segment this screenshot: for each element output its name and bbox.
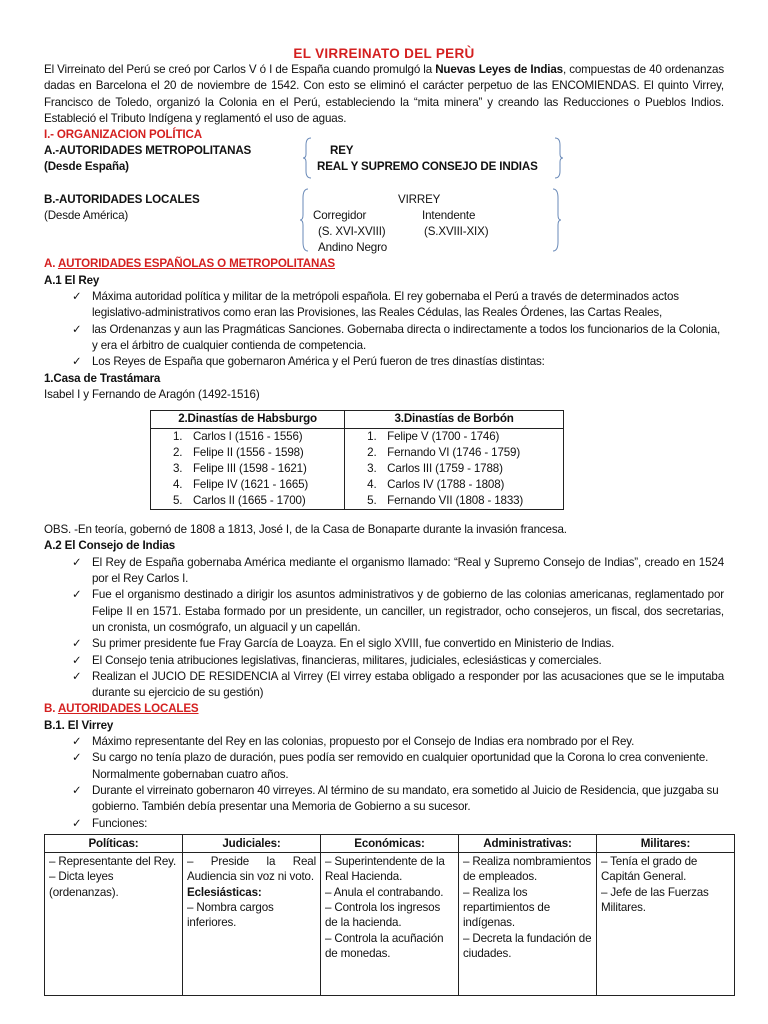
check-icon: ✓ [72, 290, 82, 304]
list-item-text: las Ordenanzas y aun las Pragmáticas Sanciones. Gobernaba directa o indirectamente a todos los funcionarios de la Colonia, y era el árbitro de cualquier contienda de competencia. [92, 322, 721, 352]
list-item [44, 734, 724, 750]
list-item-text: Su cargo no tenía plazo de duración, pues podía ser removido en cualquier oportunidad que la Corona lo crea conveniente. Normalmente gobernaban cuatro años. [92, 751, 709, 781]
borbon-header: 3.Dinastías de Borbón [345, 411, 564, 429]
list-item [351, 461, 557, 477]
check-icon: ✓ [72, 588, 82, 602]
local-label: B.-AUTORIDADES LOCALES [44, 193, 200, 207]
functions-table [44, 834, 735, 996]
intendente-label: Intendente [422, 209, 476, 223]
list-item [157, 477, 338, 493]
check-icon: ✓ [72, 322, 82, 336]
king-name: Carlos II (1665 - 1700) [193, 494, 306, 508]
list-item [157, 429, 338, 445]
metropolitan-label: A.-AUTORIDADES METROPOLITANAS [44, 144, 252, 158]
org-heading: I.- ORGANIZACION POLÍTICA [44, 128, 202, 142]
item-number: 3. [173, 462, 183, 476]
cell-administrativas: – Realiza nombramientos de empleados. – Realiza los repartimientos de indígenas. – Decreta la fundación de ciudades. [463, 855, 592, 960]
list-item [44, 636, 724, 652]
check-icon: ✓ [72, 735, 82, 749]
item-number: 4. [367, 478, 377, 492]
section-b-heading [44, 701, 724, 717]
king-name: Felipe IV (1621 - 1665) [193, 478, 309, 492]
cell-economicas: – Superintendente de la Real Hacienda. – Anula el contrabando. – Controla los ingresos de la hacienda. – Controla la acuñación de monedas. [325, 855, 445, 960]
andino-label: Andino Negro [318, 241, 388, 255]
item-number: 1. [367, 430, 377, 444]
cell-judiciales: – Preside la Real Audiencia sin voz ni voto. [187, 855, 316, 884]
local-sub: (Desde América) [44, 209, 129, 223]
borbon-list [351, 429, 557, 509]
list-item [351, 429, 557, 445]
king-name: Carlos IV (1788 - 1808) [387, 478, 505, 492]
list-item-text: Realizan el JUCIO DE RESIDENCIA al Virrey (El virrey estaba obligado a responder por las acusaciones que se le imputaba durante su ejercicio de su gestión) [92, 669, 724, 700]
list-item [157, 461, 338, 477]
king-name: Felipe II (1556 - 1598) [193, 446, 304, 460]
subheading-consejo: A.2 El Consejo de Indias [44, 539, 176, 553]
king-name: Fernando VI (1746 - 1759) [387, 446, 521, 460]
item-number: 2. [367, 446, 377, 460]
section-prefix: B. [44, 702, 58, 716]
section-prefix: A. [44, 257, 58, 271]
check-icon: ✓ [72, 355, 82, 369]
consejo-list [44, 555, 724, 702]
corregidor-label: Corregidor [313, 209, 367, 223]
trastamara-kings: Isabel I y Fernando de Aragón (1492-1516) [44, 387, 260, 401]
king-name: Felipe V (1700 - 1746) [387, 430, 500, 444]
subheading-virrey: B.1. El Virrey [44, 718, 114, 732]
item-number: 4. [173, 478, 183, 492]
list-item-text: El Consejo tenia atribuciones legislativas, financieras, militares, judiciales, eclesiásticas y comerciales. [92, 653, 602, 667]
section-title: AUTORIDADES ESPAÑOLAS O METROPOLITANAS [57, 257, 336, 271]
section-a-heading [44, 256, 724, 272]
list-item-text: El Rey de España gobernaba América mediante el organismo llamado: “Real y Supremo Consejo de Indias”, creado en 1524 por el Rey Carlos I. [92, 555, 724, 586]
habsburgo-list [157, 429, 338, 509]
king-name: Fernando VII (1808 - 1833) [387, 494, 524, 508]
intro-text: El Virreinato del Perú se creó por Carlos V ó I de España cuando promulgó la [44, 63, 436, 76]
list-item-text: Máxima autoridad política y militar de la metrópoli española. El rey gobernaba el Perú a través de determinados actos legislativo-administrativos como eran las Provisiones, las Reales Cédulas, las Reales Órdenes, las Cartas Reales, [92, 290, 679, 320]
header-judiciales: Judiciales: [183, 834, 321, 852]
check-icon: ✓ [72, 637, 82, 651]
list-item-text: Máximo representante del Rey en las colonias, propuesto por el Consejo de Indias era nombrado por el Rey. [92, 735, 635, 749]
header-administrativas: Administrativas: [459, 834, 597, 852]
list-item [351, 477, 557, 493]
king-name: Carlos I (1516 - 1556) [193, 430, 303, 444]
list-item [157, 445, 338, 461]
casa-trastamara: 1.Casa de Trastámara [44, 371, 161, 385]
list-item-text: Funciones: [92, 816, 148, 830]
local-block [44, 192, 724, 256]
list-item [351, 445, 557, 461]
item-number: 3. [367, 462, 377, 476]
right-brace-icon [552, 188, 562, 252]
virrey-label: VIRREY [398, 193, 441, 207]
eclesiasticas-label: Eclesiásticas: [187, 885, 262, 899]
check-icon: ✓ [72, 751, 82, 765]
left-brace-icon [299, 188, 309, 252]
intro-text-2: , compuestas de 40 ordenanzas dadas en Barcelona el 20 de noviembre de 1542. Con esto se eliminó el carácter perpetuo de las ENCOMIENDAS. El quinto Virrey, Francisco de Toledo, organizó la Colonia en el Perú, estableciendo la “mita minera” y creando las Reducciones o Pueblos Indios. Estableció el Tributo Indígena y reglamentó el uso de aguas. [44, 63, 724, 125]
list-item [44, 587, 724, 636]
check-icon: ✓ [72, 555, 82, 569]
list-item [44, 750, 724, 783]
metropolitan-sub: (Desde España) [44, 160, 129, 174]
metropolitan-block [44, 143, 724, 192]
document-page [44, 45, 724, 996]
intro-bold: Nuevas Leyes de Indias [435, 63, 563, 76]
list-item [44, 669, 724, 702]
section-title: AUTORIDADES LOCALES [57, 702, 199, 716]
item-number: 5. [367, 494, 377, 508]
obs-note: OBS. -En teoría, gobernó de 1808 a 1813, José I, de la Casa de Bonaparte durante la invasión francesa. [44, 523, 567, 537]
item-number: 1. [173, 430, 183, 444]
header-politicas: Políticas: [45, 834, 183, 852]
cell-militares: – Tenía el grado de Capitán General. – Jefe de las Fuerzas Militares. [601, 855, 709, 914]
list-item-text: Fue el organismo destinado a dirigir los asuntos administrativos y de gobierno de las colonias americanas, reglamentado por Felipe II en 1571. Estaba formado por un presidente, un canciller, un registrador, ocho consejeros, un fiscal, dos secretarias, un cronista, un cosmógrafo, un alguacil y un capellán. [92, 588, 724, 634]
cell-politicas: – Representante del Rey. – Dicta leyes (ordenanzas). [49, 855, 177, 899]
list-item-text: Su primer presidente fue Fray García de Loayza. En el siglo XVIII, fue convertido en Ministerio de Indias. [92, 637, 615, 651]
king-name: Carlos III (1759 - 1788) [387, 462, 503, 476]
list-item [44, 555, 724, 588]
list-item [44, 816, 724, 832]
list-item-text: Durante el virreinato gobernaron 40 virreyes. Al término de su mandato, era sometido al Juicio de Residencia, que juzgaba su gobierno. También debía presentar una Memoria de Gobierno a su sucesor. [92, 783, 719, 814]
subheading-rey: A.1 El Rey [44, 273, 100, 287]
check-icon: ✓ [72, 669, 82, 683]
dynasties-table [150, 410, 564, 510]
list-item [44, 322, 724, 355]
check-icon: ✓ [72, 653, 82, 667]
intro-paragraph [44, 62, 724, 127]
consejo-label: REAL Y SUPREMO CONSEJO DE INDIAS [317, 160, 538, 174]
list-item [351, 493, 557, 509]
list-item [44, 354, 724, 370]
list-item [44, 783, 724, 816]
header-militares: Militares: [597, 834, 735, 852]
item-number: 5. [173, 494, 183, 508]
habsburgo-header: 2.Dinastías de Habsburgo [151, 411, 345, 429]
left-brace-icon [302, 137, 312, 179]
cell-eclesiasticas: – Nombra cargos inferiores. [187, 900, 274, 930]
check-icon: ✓ [72, 816, 82, 830]
list-item [44, 653, 724, 669]
intendente-period: (S.XVIII-XIX) [424, 225, 489, 239]
list-item-text: Los Reyes de España que gobernaron América y el Perú fueron de tres dinastías distintas: [92, 355, 545, 369]
list-item [44, 289, 724, 322]
rey-label: REY [330, 144, 354, 158]
check-icon: ✓ [72, 783, 82, 797]
king-name: Felipe III (1598 - 1621) [193, 462, 307, 476]
list-item [157, 493, 338, 509]
right-brace-icon [554, 137, 564, 179]
header-economicas: Económicas: [321, 834, 459, 852]
virrey-list [44, 734, 724, 832]
page-title: EL VIRREINATO DEL PERÙ [293, 46, 475, 61]
item-number: 2. [173, 446, 183, 460]
corregidor-period: (S. XVI-XVIII) [318, 225, 386, 239]
